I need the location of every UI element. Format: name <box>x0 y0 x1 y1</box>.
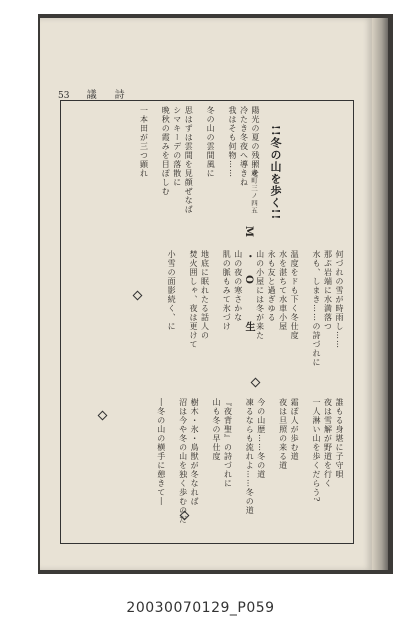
poem-line: 何づれの雪が時雨し…… <box>335 250 344 349</box>
section-title: 議 詩 <box>86 90 129 101</box>
poem-line: 山も冬の早仕度 <box>211 398 221 461</box>
poem-line: 山の小屋には冬が来た <box>255 250 265 340</box>
poem-line: 山の夜の寒さかな <box>233 250 243 322</box>
poem-title: !!冬の山を歩く!! <box>269 125 282 221</box>
poem-line: 夜は旦照の来る道 <box>278 398 288 470</box>
poem-address: 千歳町三ノ四五 <box>250 162 258 215</box>
poem-line: 小雪の面影続く、に <box>167 250 177 331</box>
poem-line: 一本田が三つ顕れ <box>139 106 149 178</box>
poem-line: 冷たき冬夜へ導きね <box>239 106 249 187</box>
poem-line: 『夜背聖』の詩づれに <box>223 398 233 488</box>
poem-line: 陽光の夏の残照を <box>251 106 260 178</box>
poem-line: 焚火囲しゃ、夜は更けて <box>188 250 198 349</box>
poem-line: 沼は今や冬の山を独く歩むのだ <box>178 398 188 524</box>
poem-line: 那ぷ岩端に水満落つ <box>323 250 333 331</box>
poem-line: 温度をドも下く冬仕度 <box>290 250 300 340</box>
poem-line: 肌の脈もみて氷づけ <box>222 250 232 331</box>
poem-line: 夜は雪解が野道を行く <box>323 398 333 488</box>
poem-line: 永も友と過ぎゆる <box>267 250 277 322</box>
page-header <box>58 86 129 101</box>
poem-line: 地底に眠れたる話人の <box>200 250 210 340</box>
page-edge <box>372 18 388 570</box>
poem-line: 晩秋の霞みを目ぽしむ <box>161 106 171 196</box>
poem-line: 今の山歴……冬の道 <box>256 398 266 479</box>
poem-line: ―冬の山の横手に憩きて― <box>156 398 166 506</box>
poem-line: 誰もる身堪に子守唄 <box>335 398 344 479</box>
poem-line: 樹木・氷・鳥獣が冬なれば <box>190 398 200 506</box>
poem-line: 霜ぽ人が歩む道 <box>290 398 300 461</box>
image-caption: 20030070129_P059 <box>126 600 275 616</box>
poem-line: 水も、しまき……の詩づれに <box>312 250 321 367</box>
poem-line: 冬の山の雲間風に <box>206 106 216 178</box>
poem-line: 我はそも何物…… <box>228 106 237 178</box>
poem-line: 凍るならも流れよ……冬の道 <box>245 398 255 515</box>
page-number: 53 <box>58 91 70 101</box>
poem-line: 思はずは雲間を見顔ぜなば <box>184 106 194 214</box>
poem-line: 一人淋い山を歩くだらう? <box>312 398 321 503</box>
poem-line: シマキーデの落散に <box>172 106 182 187</box>
poem-author: M・O 生 <box>243 226 254 346</box>
poem-line: 水を湛ちて水車小屋 <box>278 250 288 331</box>
